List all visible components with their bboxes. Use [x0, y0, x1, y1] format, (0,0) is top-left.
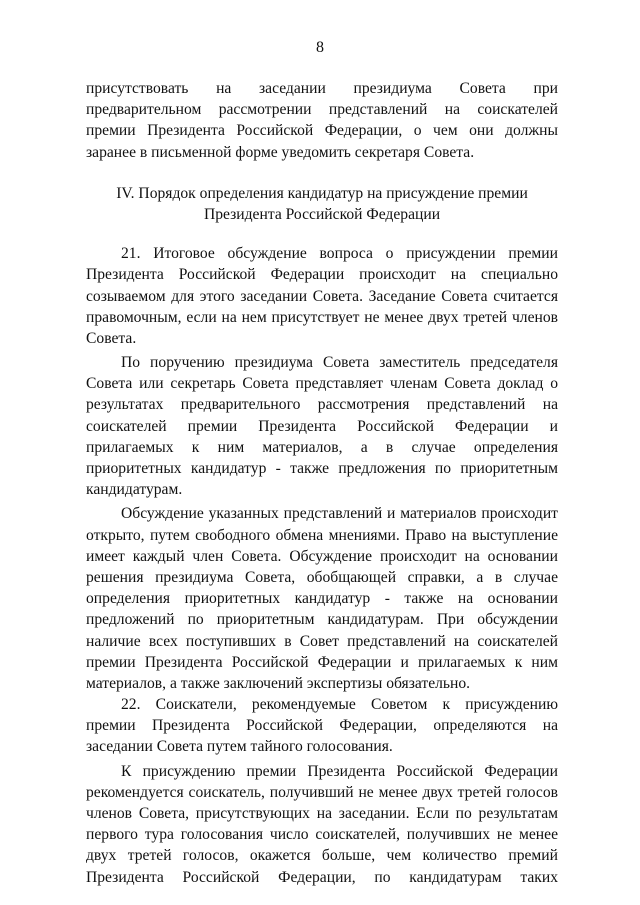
section-heading: [86, 183, 558, 225]
text-line: Президента Российской Федерации происходит на специально: [86, 266, 558, 284]
text-line: открыто, путем свободного обмена мнениями. Право на выступление: [86, 526, 558, 544]
text-line: премии Президента Российской Федерации и прилагаемых к ним: [86, 653, 558, 671]
text-line: кандидатурам.: [86, 481, 183, 499]
text-line: предложений по приоритетным кандидатурам. При обсуждении: [86, 611, 558, 629]
text-line: заседании Совета путем тайного голосования.: [86, 738, 393, 756]
text-line: рекомендуется соискатель, получивший не менее двух третей голосов: [86, 783, 558, 801]
text-line: определения приоритетных кандидатур - также на основании: [86, 590, 558, 608]
text-line: правомочным, если на нем присутствует не менее двух третей членов: [86, 308, 558, 326]
text-line: созываемом для этого заседании Совета. Заседание Совета считается: [86, 287, 558, 305]
page-number: 8: [316, 39, 324, 56]
text-line: материалов, а также заключений экспертизы обязательно.: [86, 674, 471, 692]
text-line: прилагаемых к ним материалов, а в случае определения: [86, 438, 558, 456]
text-line: Президента Российской Федерации, по кандидатурам таких: [86, 868, 558, 886]
paragraph-report: [86, 352, 558, 500]
text-line: имеет каждый член Совета. Обсуждение происходит на основании: [86, 547, 558, 565]
text-line: По поручению президиума Совета заместитель председателя: [121, 354, 558, 372]
paragraph-clause-21: [86, 243, 558, 349]
text-line: Обсуждение указанных представлений и материалов происходит: [121, 505, 558, 523]
text-line: К присуждению премии Президента Российской Федерации: [121, 762, 558, 780]
text-line: премии Президента Российской Федерации, определяются на: [86, 717, 558, 735]
text-line: двух третей голосов, окажется больше, чем количество премий: [86, 847, 558, 865]
text-line: 22. Соискатели, рекомендуемые Советом к присуждению: [121, 696, 558, 714]
document-body: [86, 78, 558, 888]
text-line: результатах предварительного рассмотрения представлений на: [86, 396, 558, 414]
text-line: первого тура голосования число соискателей, получивших не менее: [86, 826, 558, 844]
paragraph-voting: [86, 761, 558, 888]
text-line: предварительном рассмотрении представлений на соискателей: [86, 101, 558, 119]
paragraph-clause-22: [86, 694, 558, 758]
text-line: присутствовать на заседании президиума Совета при: [86, 80, 558, 97]
section-heading-line: IV. Порядок определения кандидатур на присуждение премии: [116, 184, 528, 202]
text-line: 21. Итоговое обсуждение вопроса о присуждении премии: [121, 245, 558, 263]
text-line: соискателей премии Президента Российской Федерации и: [86, 417, 558, 435]
section-heading-line: Президента Российской Федерации: [203, 205, 441, 223]
paragraph-continuation: [86, 78, 558, 163]
text-line: наличие всех поступивших в Совет представлений на соискателей: [86, 632, 558, 650]
paragraph-discussion: [86, 503, 558, 694]
text-line: премии Президента Российской Федерации, о чем они должны: [86, 122, 558, 140]
text-line: членов Совета, присутствующих на заседании. Если по результатам: [86, 805, 558, 822]
text-line: Совета.: [86, 329, 137, 347]
text-line: Совета или секретарь Совета представляет членам Совета доклад о: [86, 375, 558, 393]
text-line: заранее в письменной форме уведомить секретаря Совета.: [86, 143, 475, 161]
text-line: приоритетных кандидатур - также предложения по приоритетным: [86, 460, 558, 477]
text-line: решения президиума Совета, обобщающей справки, а в случае: [86, 568, 558, 586]
